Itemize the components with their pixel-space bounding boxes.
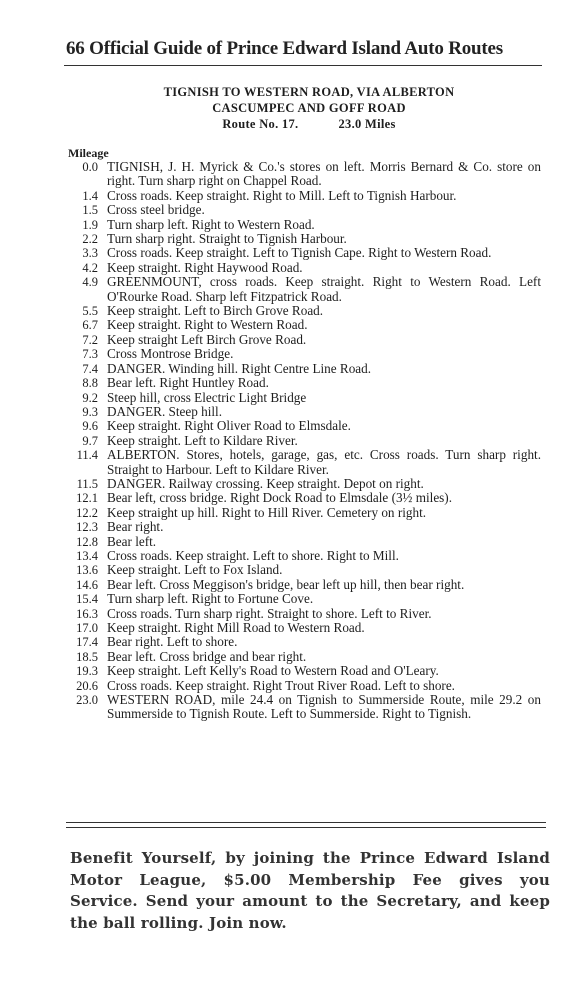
route-title-line-1: TIGNISH TO WESTERN ROAD, VIA ALBERTON (163, 85, 455, 99)
entry-mileage: 7.3 (82, 347, 98, 362)
route-entry (0, 318, 567, 332)
entry-direction: Bear left. (107, 533, 157, 549)
entry-mileage: 4.2 (82, 260, 98, 275)
entry-direction: Keep straight. Left to Birch Grove Road. (107, 303, 324, 319)
entry-direction: Bear left, cross bridge. Right Dock Road to Elmsdale (3½ miles). (107, 490, 452, 506)
header-rule (64, 65, 542, 66)
entry-mileage: 9.7 (82, 433, 98, 448)
entry-direction: Keep straight. Left to Fox Island. (107, 562, 283, 578)
entry-direction: Bear left. Cross Meggison's bridge, bear left up hill, then bear right. (107, 576, 465, 592)
entry-direction: Keep straight. Left Kelly's Road to Western Road and O'Leary. (107, 663, 439, 679)
entry-mileage: 1.4 (82, 188, 98, 203)
entry-direction: GREENMOUNT, cross roads. Keep straight. Right to Western Road. Left O'Rourke Road. Sharp left Fitzpatrick Road. (107, 274, 541, 304)
route-entry (0, 376, 567, 390)
entry-direction: Cross steel bridge. (107, 202, 205, 218)
entry-direction: Cross roads. Turn sharp right. Straight to shore. Left to River. (107, 605, 432, 621)
entry-mileage: 4.9 (82, 275, 98, 290)
entry-mileage: 18.5 (76, 649, 98, 664)
entry-direction: Cross roads. Keep straight. Left to Tignish Cape. Right to Western Road. (107, 245, 492, 261)
entry-direction: DANGER. Railway crossing. Keep straight. Depot on right. (107, 475, 424, 491)
membership-advertisement: Benefit Yourself, by joining the Prince Edward Island Motor League, $5.00 Membership Fee gives you Service. Send your amount to the Secretary, and keep the ball rolling. Join now. (70, 849, 550, 932)
entry-direction: Turn sharp left. Right to Western Road. (107, 216, 315, 232)
route-entry (0, 607, 567, 621)
route-entry (0, 347, 567, 361)
route-entry (0, 246, 567, 260)
route-entry (0, 549, 567, 563)
entry-mileage: 13.6 (76, 563, 98, 578)
route-entry (0, 419, 567, 433)
entry-direction: Keep straight. Right Haywood Road. (107, 259, 303, 275)
entry-mileage: 20.6 (76, 678, 98, 693)
route-entry (0, 362, 567, 376)
entry-mileage: 5.5 (82, 304, 98, 319)
route-entry (0, 506, 567, 520)
entry-direction: TIGNISH, J. H. Myrick & Co.'s stores on left. Morris Bernard & Co. store on right. Turn sharp right on Chappel Road. (107, 159, 541, 189)
entry-direction: Bear right. Left to shore. (107, 634, 238, 650)
route-entry (0, 477, 567, 491)
entry-direction: Bear left. Right Huntley Road. (107, 375, 269, 391)
route-distance: 23.0 Miles (338, 117, 396, 131)
double-rule (66, 822, 546, 828)
entry-direction: Cross Montrose Bridge. (107, 346, 234, 362)
route-entry (0, 621, 567, 635)
route-title-line-2: CASCUMPEC AND GOFF ROAD (212, 101, 406, 115)
mileage-heading: Mileage (68, 146, 109, 160)
entry-mileage: 1.9 (82, 217, 98, 232)
route-entry (0, 160, 567, 189)
entry-mileage: 19.3 (76, 664, 98, 679)
entry-direction: Keep straight. Right Oliver Road to Elmsdale. (107, 418, 351, 434)
entry-mileage: 12.8 (76, 534, 98, 549)
entry-mileage: 9.3 (82, 404, 98, 419)
entry-mileage: 13.4 (76, 548, 98, 563)
entry-mileage: 8.8 (82, 376, 98, 391)
route-entry (0, 650, 567, 664)
entry-mileage: 15.4 (76, 592, 98, 607)
route-entry (0, 664, 567, 678)
entry-direction: Keep straight. Right Mill Road to Western Road. (107, 620, 365, 635)
entry-direction: WESTERN ROAD, mile 24.4 on Tignish to Summerside Route, mile 29.2 on Summerside to Tignish Route. Left to Summerside. Right to Tignish. (107, 692, 541, 722)
route-entry (0, 333, 567, 347)
route-entry (0, 203, 567, 217)
route-subtitle (66, 116, 552, 132)
route-entry (0, 520, 567, 534)
entry-direction: Turn sharp right. Straight to Tignish Harbour. (107, 231, 347, 247)
entry-direction: DANGER. Steep hill. (107, 403, 223, 419)
route-entry (0, 232, 567, 246)
entry-mileage: 11.5 (76, 476, 98, 491)
entry-direction: Keep straight. Left to Kildare River. (107, 432, 298, 448)
entry-mileage: 9.2 (82, 390, 98, 405)
entry-mileage: 1.5 (82, 203, 98, 218)
entry-direction: Cross roads. Keep straight. Right Trout River Road. Left to shore. (107, 677, 455, 693)
route-entry (0, 535, 567, 549)
entry-direction: Steep hill, cross Electric Light Bridge (107, 389, 307, 405)
entry-mileage: 17.4 (76, 635, 98, 650)
entry-mileage: 9.6 (82, 419, 98, 434)
route-entry (0, 563, 567, 577)
entry-direction: ALBERTON. Stores, hotels, garage, gas, etc. Cross roads. Turn sharp right. Straight to Harbour. Left to Kildare River. (107, 447, 541, 477)
route-entry (0, 405, 567, 419)
entry-mileage: 12.2 (76, 505, 98, 520)
route-entry (0, 635, 567, 649)
entry-direction: Bear left. Cross bridge and bear right. (107, 648, 307, 664)
running-head: 66 Official Guide of Prince Edward Island Auto Routes (66, 38, 503, 59)
route-entry (0, 679, 567, 693)
route-entry (0, 592, 567, 606)
route-entry (0, 434, 567, 448)
route-number: Route No. 17. (222, 117, 299, 131)
entry-mileage: 6.7 (82, 318, 98, 333)
route-entry (0, 189, 567, 203)
entry-mileage: 17.0 (76, 621, 98, 635)
route-entry (0, 218, 567, 232)
entry-mileage: 14.6 (76, 577, 98, 592)
entry-mileage: 12.1 (76, 491, 98, 506)
entry-mileage: 0.0 (82, 160, 98, 174)
entry-direction: Bear right. (107, 519, 164, 535)
entry-direction: Turn sharp left. Right to Fortune Cove. (107, 591, 314, 607)
entry-direction: DANGER. Winding hill. Right Centre Line Road. (107, 360, 372, 376)
entry-mileage: 3.3 (82, 246, 98, 261)
route-entry (0, 448, 567, 477)
entry-mileage: 2.2 (82, 232, 98, 247)
route-entry (0, 491, 567, 505)
route-entry (0, 693, 567, 722)
entry-mileage: 11.4 (76, 448, 98, 463)
route-entries (0, 160, 567, 722)
entry-direction: Cross roads. Keep straight. Right to Mill. Left to Tignish Harbour. (107, 187, 457, 203)
entry-direction: Keep straight. Right to Western Road. (107, 317, 308, 333)
entry-direction: Keep straight Left Birch Grove Road. (107, 331, 307, 347)
entry-direction: Keep straight up hill. Right to Hill River. Cemetery on right. (107, 504, 427, 520)
entry-mileage: 7.4 (82, 361, 98, 376)
entry-mileage: 23.0 (76, 693, 98, 708)
route-entry (0, 391, 567, 405)
route-entry (0, 578, 567, 592)
entry-mileage: 16.3 (76, 606, 98, 621)
entry-mileage: 7.2 (82, 332, 98, 347)
entry-direction: Cross roads. Keep straight. Left to shore. Right to Mill. (107, 547, 399, 563)
route-entry (0, 261, 567, 275)
route-entry (0, 304, 567, 318)
route-entry (0, 275, 567, 304)
entry-mileage: 12.3 (76, 520, 98, 535)
